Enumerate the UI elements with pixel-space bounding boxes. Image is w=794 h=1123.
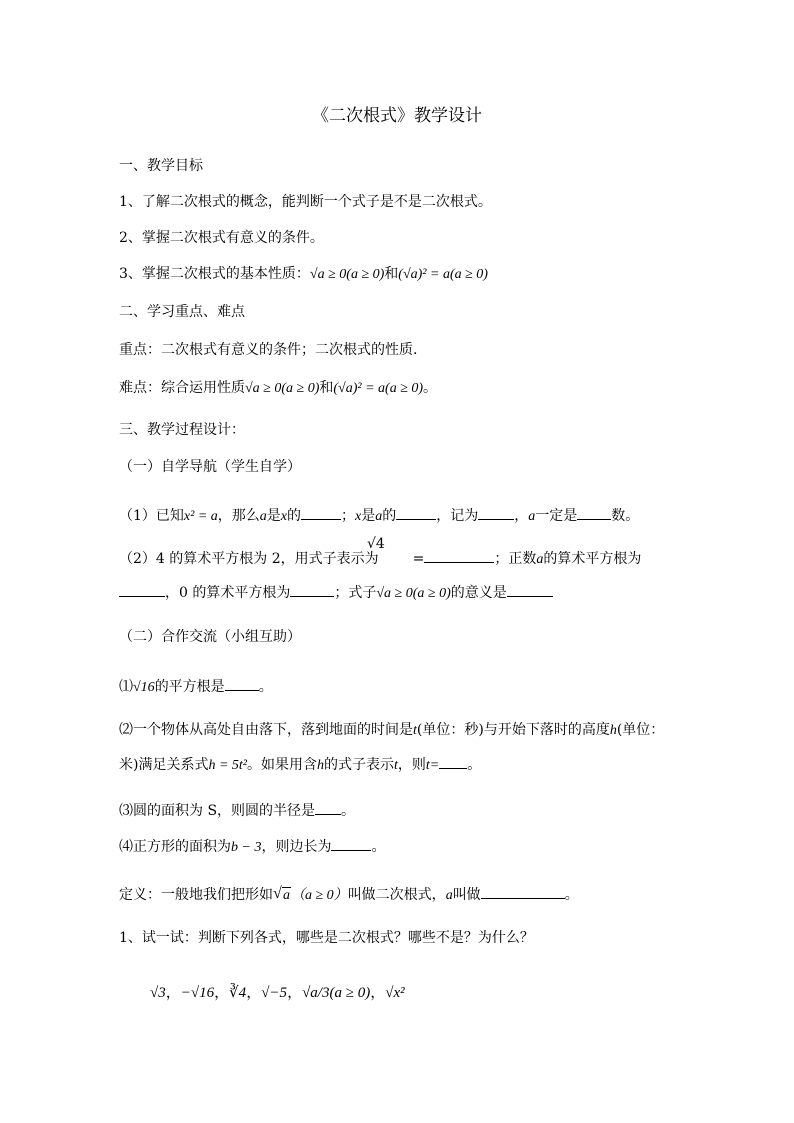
- q2-blank-3[interactable]: [290, 582, 334, 597]
- p2-text-a: ⑵一个物体从高处自由落下，落到地面的时间是: [119, 722, 413, 738]
- q2-sqrt4: √4: [367, 536, 385, 552]
- p2-var-h: h: [609, 723, 617, 738]
- goal-3-label: 3、掌握二次根式的基本性质：: [119, 266, 310, 282]
- q1-text-h: ，记为: [436, 508, 479, 524]
- definition-condition: （a ≥ 0）: [291, 888, 348, 903]
- part-1-heading: （一）自学导航（学生自学）: [119, 459, 301, 475]
- q1-var-a-2: a: [375, 509, 383, 524]
- q1-text-i: ，: [514, 508, 529, 524]
- problem-1: [119, 676, 273, 698]
- p1-blank[interactable]: [225, 676, 259, 691]
- p2-relation: h = 5t²: [208, 758, 248, 773]
- q1-text-j: 一定是: [535, 508, 578, 524]
- definition-text-b: 叫做二次根式，: [347, 887, 446, 903]
- expr-cbrt4: ∛4: [229, 985, 247, 1001]
- q2-text-f: 的意义是: [450, 585, 507, 601]
- goal-2: 2、掌握二次根式有意义的条件。: [119, 230, 324, 246]
- q1-text-c: 是: [266, 508, 281, 524]
- q1-text-b: ，那么: [217, 508, 260, 524]
- q1-text-f: 是: [361, 508, 376, 524]
- p2-text-g: ，则: [397, 757, 426, 773]
- definition-end: 。: [564, 887, 579, 903]
- q1-text-g: 的: [382, 508, 397, 524]
- q1-formula: x² = a: [183, 509, 218, 524]
- difficulty: [119, 378, 437, 399]
- q2-text-b: ；正数: [494, 551, 537, 567]
- q2-blank-1[interactable]: [424, 548, 494, 563]
- question-1: [119, 505, 639, 527]
- problem-2-line-2: [119, 754, 481, 776]
- difficulty-end: 。: [423, 380, 438, 396]
- definition: [119, 884, 579, 906]
- p2-end: 。: [467, 757, 482, 773]
- p2-var-h-2: h: [317, 758, 325, 773]
- problem-3: [119, 800, 355, 821]
- q1-blank-2[interactable]: [396, 505, 436, 520]
- goal-1: 1、了解二次根式的概念，能判断一个式子是不是二次根式。: [119, 194, 492, 210]
- q1-text-k: 数。: [611, 508, 640, 524]
- section-2-heading: 二、学习重点、难点: [119, 304, 245, 320]
- section-1-heading: 一、教学目标: [119, 158, 203, 174]
- p3-blank[interactable]: [315, 800, 341, 815]
- p4-text-a: ⑷正方形的面积为: [119, 839, 231, 855]
- p2-var-t-2: t: [394, 758, 398, 773]
- section-3-heading: 三、教学过程设计：: [119, 422, 245, 438]
- q1-blank-4[interactable]: [577, 505, 611, 520]
- difficulty-formula-a: √a ≥ 0(a ≥ 0): [245, 381, 320, 396]
- q1-var-x: x: [280, 509, 287, 524]
- q2-equals: =: [412, 551, 425, 567]
- q2-formula: √a ≥ 0(a ≥ 0): [376, 586, 451, 601]
- q1-var-a: a: [259, 509, 267, 524]
- q1-blank-1[interactable]: [301, 505, 341, 520]
- question-2-line-2: [119, 582, 553, 604]
- q2-var-a: a: [536, 552, 544, 567]
- p2-text-c: (单位：: [616, 722, 665, 738]
- p4-expr: b − 3: [231, 840, 262, 855]
- p1-end: 。: [258, 679, 273, 695]
- p3-text: ⑶圆的面积为 S，则圆的半径是: [119, 803, 316, 819]
- q1-blank-3[interactable]: [478, 505, 514, 520]
- and-text: 和: [384, 266, 399, 282]
- question-2-line-1: [119, 548, 641, 570]
- p2-text-b: (单位：秒)与开始下落时的高度: [416, 722, 610, 738]
- q2-text-a: （2）4 的算术平方根为 2，用式子表示为: [119, 551, 379, 567]
- difficulty-label: 难点：综合运用性质: [119, 380, 245, 396]
- q1-text-a: （1）已知: [119, 508, 184, 524]
- p1-text: 的平方根是: [154, 679, 225, 695]
- expr-sqrt-a-over-3: √a/3(a ≥ 0): [302, 985, 371, 1001]
- document-title: 《二次根式》教学设计: [312, 106, 482, 126]
- key-points: 重点：二次根式有意义的条件；二次根式的性质.: [119, 342, 418, 358]
- p1-sqrt16: √16: [133, 680, 155, 695]
- formula-square-root-squared: (√a)² = a(a ≥ 0): [398, 267, 488, 282]
- p2-blank[interactable]: [439, 754, 467, 769]
- expr-sqrt-x-squared: √x²: [385, 985, 405, 1001]
- definition-text-c: 叫做: [452, 887, 481, 903]
- goal-3: [119, 264, 488, 285]
- definition-blank[interactable]: [481, 884, 565, 899]
- definition-sqrt-a: √ a: [273, 885, 290, 903]
- p2-text-d: 米)满足关系式: [119, 757, 209, 773]
- part-2-heading: （二）合作交流（小组互助）: [119, 629, 301, 645]
- p1-number: ⑴: [119, 679, 133, 695]
- q1-text-d: 的: [287, 508, 301, 524]
- q2-text-d: ，0 的算术平方根为: [165, 585, 291, 601]
- expr-neg-sqrt16: −√16: [180, 985, 215, 1001]
- problem-4: [119, 836, 385, 858]
- q1-var-x-2: x: [355, 509, 362, 524]
- exercise-expressions: √3，−√16，∛4，√−5，√a/3(a ≥ 0)，√x²: [150, 983, 405, 1001]
- p2-var-t: t: [413, 723, 417, 738]
- q2-text-c: 的算术平方根为: [543, 551, 642, 567]
- definition-var-a: a: [445, 888, 453, 903]
- definition-text-a: 定义：一般地我们把形如: [119, 887, 273, 903]
- formula-sqrt-nonneg: √a ≥ 0(a ≥ 0): [309, 267, 385, 282]
- p2-text-e: 。如果用含: [247, 757, 318, 773]
- p4-blank[interactable]: [331, 836, 371, 851]
- difficulty-formula-b: (√a)² = a(a ≥ 0): [333, 381, 424, 396]
- p4-end: 。: [371, 839, 386, 855]
- q1-var-a-3: a: [528, 509, 536, 524]
- p2-text-f: 的式子表示: [324, 757, 395, 773]
- expr-sqrt3: √3: [150, 985, 166, 1001]
- q2-blank-4[interactable]: [507, 582, 553, 597]
- p2-t-equals: t=: [425, 758, 440, 773]
- difficulty-and: 和: [319, 380, 334, 396]
- p4-text-b: ，则边长为: [261, 839, 332, 855]
- q2-blank-2[interactable]: [119, 582, 165, 597]
- p3-end: 。: [341, 803, 356, 819]
- q2-text-e: ；式子: [334, 585, 377, 601]
- exercise-prompt: 1、试一试：判断下列各式，哪些是二次根式？哪些不是？为什么？: [119, 930, 534, 946]
- problem-2-line-1: [119, 720, 664, 741]
- expr-sqrt-neg5: √−5: [261, 985, 288, 1001]
- q1-text-e: ；: [341, 508, 355, 524]
